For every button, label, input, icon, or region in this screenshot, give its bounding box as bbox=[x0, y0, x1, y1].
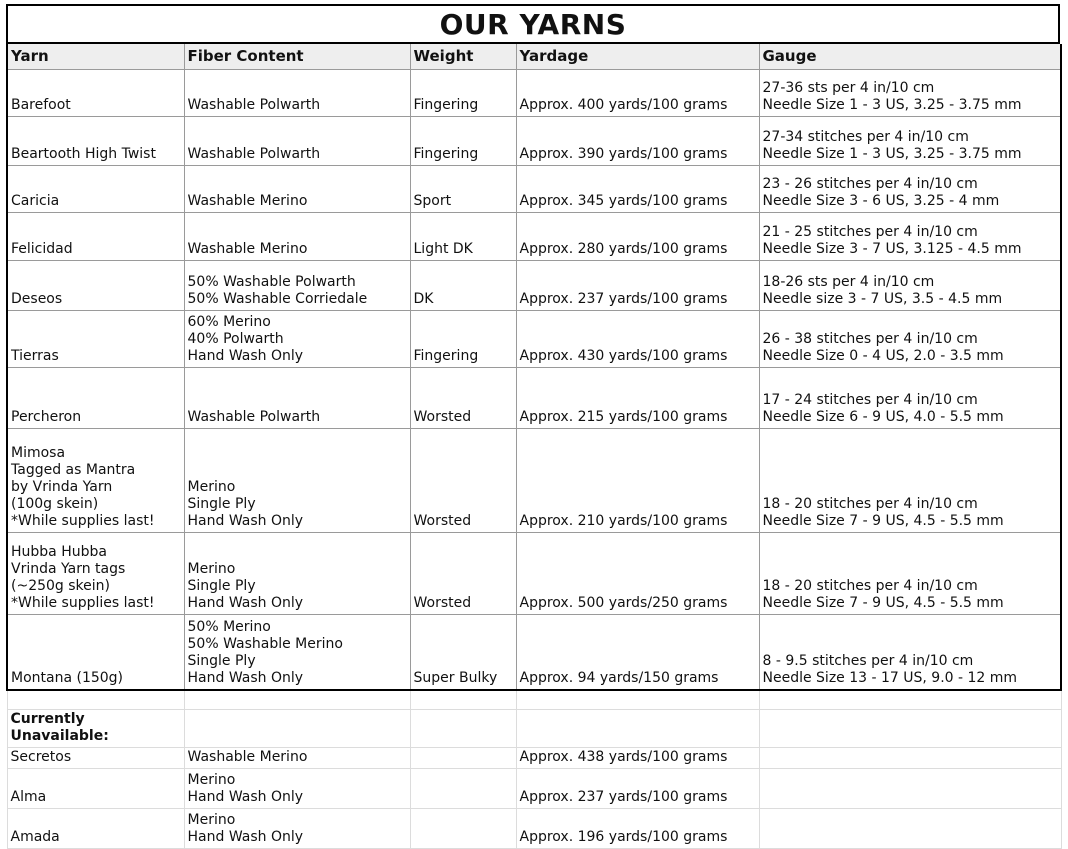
table-row bbox=[7, 311, 1061, 368]
yarn-name: Mimosa Tagged as Mantra by Vrinda Yarn (100g skein) *While supplies last! bbox=[7, 429, 184, 533]
yarn-name: Montana (150g) bbox=[7, 615, 184, 690]
yardage: Approx. 237 yards/100 grams bbox=[516, 769, 759, 809]
column-header-yarn: Yarn bbox=[7, 44, 184, 70]
yardage: Approx. 390 yards/100 grams bbox=[516, 117, 759, 166]
sheet-title: OUR YARNS bbox=[6, 4, 1060, 44]
spacer-row bbox=[7, 690, 1061, 710]
gauge: 18 - 20 stitches per 4 in/10 cm Needle Size 7 - 9 US, 4.5 - 5.5 mm bbox=[759, 533, 1061, 615]
yarn-weight: Super Bulky bbox=[410, 615, 516, 690]
yarn-name: Felicidad bbox=[7, 213, 184, 261]
table-row bbox=[7, 615, 1061, 690]
fiber-content: 50% Merino 50% Washable Merino Single Ply Hand Wash Only bbox=[184, 615, 410, 690]
yarn-weight: DK bbox=[410, 261, 516, 311]
yarn-weight: Sport bbox=[410, 166, 516, 213]
fiber-content: Merino Single Ply Hand Wash Only bbox=[184, 429, 410, 533]
yardage: Approx. 196 yards/100 grams bbox=[516, 809, 759, 849]
table-row bbox=[7, 748, 1061, 769]
column-header-fiber: Fiber Content bbox=[184, 44, 410, 70]
yarn-weight: Fingering bbox=[410, 311, 516, 368]
fiber-content: 60% Merino 40% Polwarth Hand Wash Only bbox=[184, 311, 410, 368]
table-row bbox=[7, 769, 1061, 809]
yardage: Approx. 345 yards/100 grams bbox=[516, 166, 759, 213]
yarn-name: Barefoot bbox=[7, 70, 184, 117]
yardage: Approx. 94 yards/150 grams bbox=[516, 615, 759, 690]
yarn-weight: Worsted bbox=[410, 368, 516, 429]
yarn-weight: Worsted bbox=[410, 533, 516, 615]
gauge: 27-36 sts per 4 in/10 cm Needle Size 1 - 3 US, 3.25 - 3.75 mm bbox=[759, 70, 1061, 117]
header-row bbox=[7, 44, 1061, 70]
yardage: Approx. 215 yards/100 grams bbox=[516, 368, 759, 429]
yarn-table bbox=[6, 44, 1062, 849]
gauge bbox=[759, 809, 1061, 849]
yarn-weight: Fingering bbox=[410, 117, 516, 166]
gauge: 8 - 9.5 stitches per 4 in/10 cm Needle Size 13 - 17 US, 9.0 - 12 mm bbox=[759, 615, 1061, 690]
yardage: Approx. 237 yards/100 grams bbox=[516, 261, 759, 311]
fiber-content: Washable Merino bbox=[184, 213, 410, 261]
gauge: 23 - 26 stitches per 4 in/10 cm Needle Size 3 - 6 US, 3.25 - 4 mm bbox=[759, 166, 1061, 213]
yarn-weight bbox=[410, 809, 516, 849]
fiber-content: Washable Polwarth bbox=[184, 70, 410, 117]
table-row bbox=[7, 117, 1061, 166]
yarn-weight bbox=[410, 769, 516, 809]
fiber-content: Washable Merino bbox=[184, 748, 410, 769]
yardage: Approx. 210 yards/100 grams bbox=[516, 429, 759, 533]
yarn-name: Secretos bbox=[7, 748, 184, 769]
gauge bbox=[759, 748, 1061, 769]
yarn-name: Amada bbox=[7, 809, 184, 849]
fiber-content: Washable Polwarth bbox=[184, 368, 410, 429]
gauge: 18-26 sts per 4 in/10 cm Needle size 3 - 7 US, 3.5 - 4.5 mm bbox=[759, 261, 1061, 311]
yarn-name: Percheron bbox=[7, 368, 184, 429]
fiber-content: Washable Merino bbox=[184, 166, 410, 213]
fiber-content: Merino Single Ply Hand Wash Only bbox=[184, 533, 410, 615]
fiber-content: 50% Washable Polwarth 50% Washable Corriedale bbox=[184, 261, 410, 311]
fiber-content: Washable Polwarth bbox=[184, 117, 410, 166]
fiber-content: Merino Hand Wash Only bbox=[184, 809, 410, 849]
table-row bbox=[7, 166, 1061, 213]
table-row bbox=[7, 213, 1061, 261]
yarn-name: Beartooth High Twist bbox=[7, 117, 184, 166]
table-row bbox=[7, 533, 1061, 615]
gauge: 27-34 stitches per 4 in/10 cm Needle Size 1 - 3 US, 3.25 - 3.75 mm bbox=[759, 117, 1061, 166]
yarn-sheet bbox=[6, 4, 1060, 849]
gauge: 17 - 24 stitches per 4 in/10 cm Needle Size 6 - 9 US, 4.0 - 5.5 mm bbox=[759, 368, 1061, 429]
unavailable-label: Currently Unavailable: bbox=[7, 710, 184, 748]
gauge: 18 - 20 stitches per 4 in/10 cm Needle Size 7 - 9 US, 4.5 - 5.5 mm bbox=[759, 429, 1061, 533]
column-header-weight: Weight bbox=[410, 44, 516, 70]
gauge: 26 - 38 stitches per 4 in/10 cm Needle Size 0 - 4 US, 2.0 - 3.5 mm bbox=[759, 311, 1061, 368]
fiber-content: Merino Hand Wash Only bbox=[184, 769, 410, 809]
yarn-name: Hubba Hubba Vrinda Yarn tags (~250g skein) *While supplies last! bbox=[7, 533, 184, 615]
yardage: Approx. 500 yards/250 grams bbox=[516, 533, 759, 615]
yardage: Approx. 430 yards/100 grams bbox=[516, 311, 759, 368]
table-row bbox=[7, 261, 1061, 311]
table-row bbox=[7, 70, 1061, 117]
gauge bbox=[759, 769, 1061, 809]
yarn-weight: Worsted bbox=[410, 429, 516, 533]
column-header-gauge: Gauge bbox=[759, 44, 1061, 70]
yarn-name: Deseos bbox=[7, 261, 184, 311]
yardage: Approx. 400 yards/100 grams bbox=[516, 70, 759, 117]
unavailable-header-row bbox=[7, 710, 1061, 748]
table-row bbox=[7, 429, 1061, 533]
column-header-yardage: Yardage bbox=[516, 44, 759, 70]
table-row bbox=[7, 368, 1061, 429]
yardage: Approx. 280 yards/100 grams bbox=[516, 213, 759, 261]
yarn-weight bbox=[410, 748, 516, 769]
gauge: 21 - 25 stitches per 4 in/10 cm Needle Size 3 - 7 US, 3.125 - 4.5 mm bbox=[759, 213, 1061, 261]
yarn-name: Tierras bbox=[7, 311, 184, 368]
yarn-weight: Light DK bbox=[410, 213, 516, 261]
yardage: Approx. 438 yards/100 grams bbox=[516, 748, 759, 769]
yarn-name: Caricia bbox=[7, 166, 184, 213]
yarn-name: Alma bbox=[7, 769, 184, 809]
table-row bbox=[7, 809, 1061, 849]
yarn-weight: Fingering bbox=[410, 70, 516, 117]
